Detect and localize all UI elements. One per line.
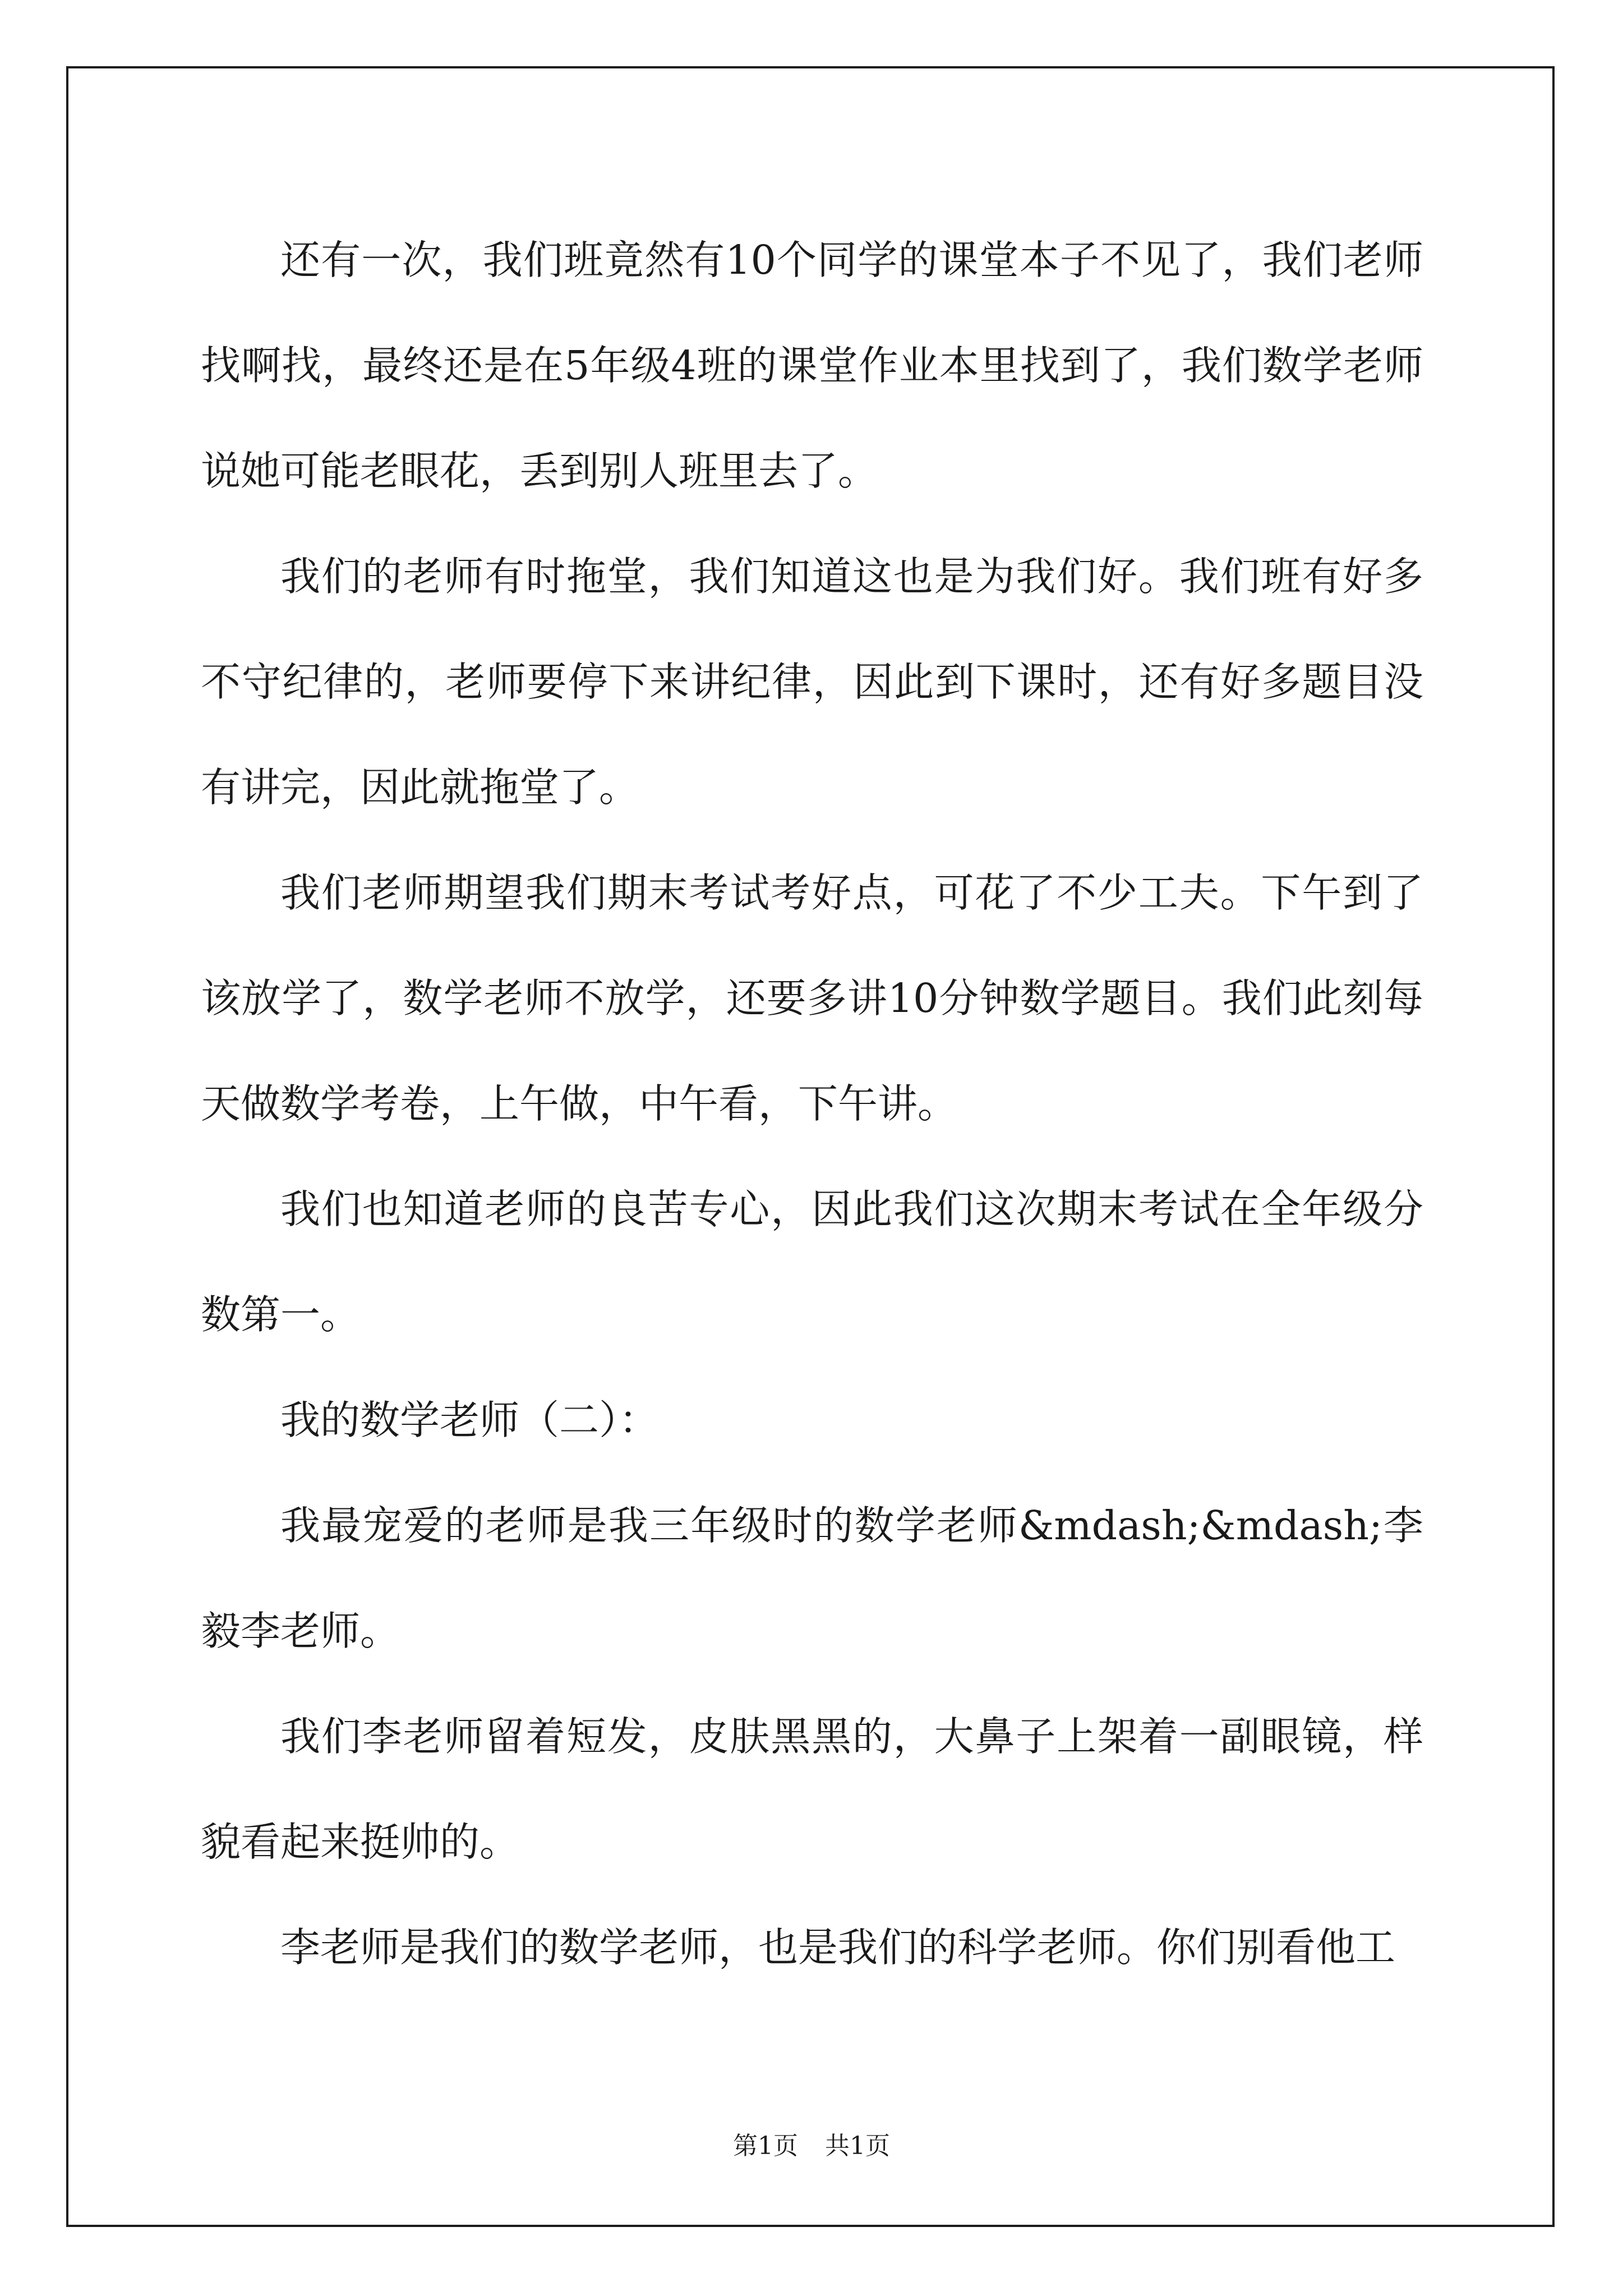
paragraph: 还有一次，我们班竟然有10个同学的课堂本子不见了，我们老师找啊找，最终还是在5年级4班的课堂作业本里找到了，我们数学老师说她可能老眼花，丢到别人班里去了。 — [201, 237, 1423, 494]
paragraph: 李老师是我们的数学老师，也是我们的科学老师。你们别看他工 — [280, 1924, 1396, 1971]
document-body — [201, 208, 1423, 2000]
paragraph: 我们也知道老师的良苦专心，因此我们这次期末考试在全年级分数第一。 — [201, 1186, 1423, 1338]
page-total: 共1页 — [825, 2132, 890, 2160]
paragraph: 我最宠爱的老师是我三年级时的数学老师&mdash;&mdash;李毅李老师。 — [201, 1502, 1423, 1654]
section-heading: 我的数学老师（二）： — [280, 1397, 659, 1443]
paragraph: 我们李老师留着短发，皮肤黑黑的，大鼻子上架着一副眼镜，样貌看起来挺帅的。 — [201, 1713, 1423, 1865]
page-footer — [0, 2131, 1623, 2162]
paragraph: 我们老师期望我们期末考试考好点，可花了不少工夫。下午到了该放学了，数学老师不放学，还要多讲10分钟数学题目。我们此刻每天做数学考卷，上午做，中午看，下午讲。 — [201, 869, 1423, 1127]
paragraph: 我们的老师有时拖堂，我们知道这也是为我们好。我们班有好多不守纪律的，老师要停下来讲纪律，因此到下课时，还有好多题目没有讲完，因此就拖堂了。 — [201, 553, 1423, 811]
page-number: 第1页 — [733, 2132, 798, 2160]
